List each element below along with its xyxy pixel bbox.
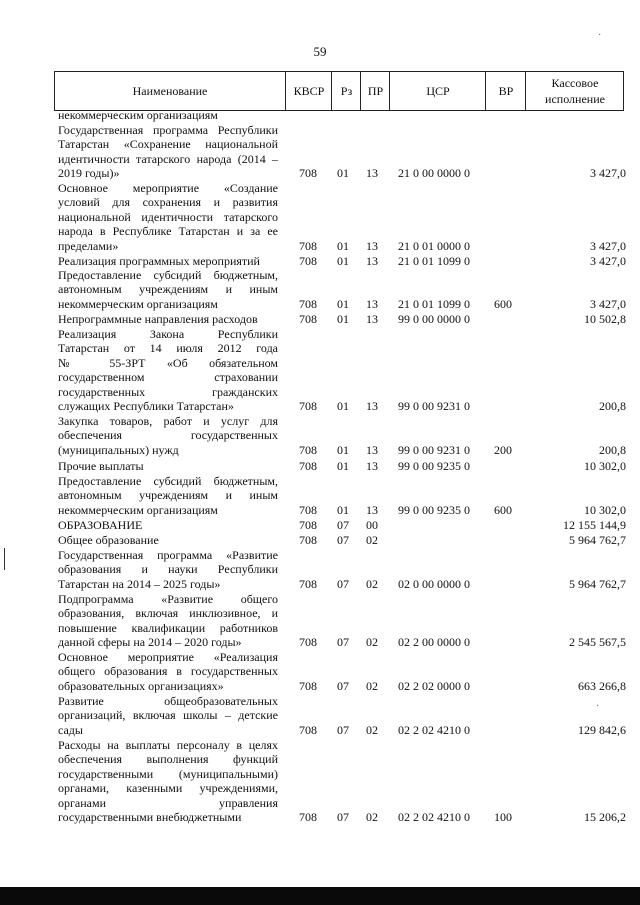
row-csr: 02 0 00 0000 0 — [398, 576, 470, 591]
row-pr: 02 — [366, 678, 378, 693]
row-name — [58, 327, 278, 413]
scan-speck: · — [596, 701, 600, 712]
row-name-line: автономным учреждениям и иным — [58, 282, 278, 297]
row-kvsr: 708 — [299, 678, 317, 693]
header-vr: ВР — [485, 72, 526, 110]
row-sum: 15 206,2 — [584, 809, 626, 824]
row-name-line: автономным учреждениям и иным — [58, 488, 278, 503]
table-row — [0, 474, 640, 517]
header-kvsr: КВСР — [285, 72, 332, 110]
row-name-line: Предоставление субсидий бюджетным, — [58, 474, 278, 488]
row-csr: 99 0 00 0000 0 — [398, 311, 470, 326]
row-vr: 100 — [494, 809, 512, 824]
page-number: 59 — [313, 44, 327, 59]
row-name-line: национальной идентичности татарского — [58, 209, 278, 224]
row-rz: 01 — [337, 502, 349, 517]
row-name-line: Подпрограмма «Развитие общего — [58, 592, 278, 606]
row-name-line: № 55-ЗРТ «Об обязательном — [58, 355, 278, 370]
row-name-line: образовательных организациях» — [58, 678, 224, 693]
row-rz: 01 — [337, 166, 349, 181]
table-row — [0, 592, 640, 650]
table-row — [0, 414, 640, 457]
row-sum: 129 842,6 — [578, 722, 626, 737]
row-rz: 07 — [337, 517, 349, 532]
table-row — [0, 123, 640, 181]
table-row — [0, 533, 640, 547]
row-sum: 3 427,0 — [590, 166, 626, 181]
row-pr: 13 — [366, 166, 378, 181]
row-kvsr: 708 — [299, 809, 317, 824]
scan-speck: · — [598, 30, 602, 41]
row-csr: 99 0 00 9231 0 — [398, 398, 470, 413]
row-csr: 99 0 00 9231 0 — [398, 442, 470, 457]
row-name — [58, 738, 278, 824]
row-name-line: Государственная программа «Развитие — [58, 548, 278, 562]
row-csr: 21 0 01 1099 0 — [398, 253, 470, 268]
table-row — [0, 548, 640, 591]
row-kvsr: 708 — [299, 311, 317, 326]
row-name — [58, 268, 278, 311]
row-name — [58, 414, 278, 457]
row-kvsr: 708 — [299, 722, 317, 737]
row-pr: 02 — [366, 576, 378, 591]
row-name-line: государственными внебюджетными — [58, 810, 242, 825]
row-pr: 13 — [366, 296, 378, 311]
row-name — [58, 474, 278, 517]
row-rz: 01 — [337, 311, 349, 326]
table-row — [0, 108, 640, 122]
table-row — [0, 312, 640, 326]
row-name-line: образования и науки Республики — [58, 562, 278, 577]
row-rz: 07 — [337, 635, 349, 650]
row-pr: 02 — [366, 809, 378, 824]
table-row — [0, 268, 640, 311]
row-name-line: Татарстан на 2014 – 2025 годы» — [58, 576, 221, 591]
row-pr: 13 — [366, 398, 378, 413]
row-name-line: некоммерческим организациям — [58, 108, 218, 122]
row-name — [58, 123, 278, 181]
row-sum: 5 964 762,7 — [569, 532, 626, 547]
row-name-line: Татарстан «Сохранение национальной — [58, 137, 278, 152]
row-sum: 200,8 — [599, 442, 626, 457]
header-sum-line-2: исполнение — [545, 92, 605, 106]
row-name — [58, 181, 278, 253]
row-rz: 01 — [337, 296, 349, 311]
row-csr: 21 0 01 0000 0 — [398, 238, 470, 253]
row-sum: 663 266,8 — [578, 678, 626, 693]
header-rz: Рз — [331, 72, 361, 110]
row-name-line: государственными (муниципальными) — [58, 766, 278, 781]
row-rz: 01 — [337, 238, 349, 253]
row-pr: 13 — [366, 238, 378, 253]
row-name-line: некоммерческим организациям — [58, 296, 218, 311]
row-sum: 12 155 144,9 — [563, 517, 626, 532]
row-name-line: образования, включая инклюзивное, и — [58, 606, 278, 621]
row-sum: 10 502,8 — [584, 311, 626, 326]
row-kvsr: 708 — [299, 398, 317, 413]
table-row — [0, 459, 640, 473]
row-csr: 99 0 00 9235 0 — [398, 458, 470, 473]
row-name — [58, 548, 278, 591]
row-name-line: пределами» — [58, 238, 119, 253]
row-rz: 01 — [337, 398, 349, 413]
row-name-line: Основное мероприятие «Создание — [58, 181, 278, 195]
row-rz: 07 — [337, 576, 349, 591]
row-pr: 13 — [366, 458, 378, 473]
row-name-line: общего образования в государственных — [58, 664, 278, 679]
header-sum — [525, 72, 624, 110]
row-rz: 01 — [337, 253, 349, 268]
row-kvsr: 708 — [299, 502, 317, 517]
row-kvsr: 708 — [299, 517, 317, 532]
row-sum: 200,8 — [599, 398, 626, 413]
row-pr: 02 — [366, 722, 378, 737]
row-name-line: государственных гражданских — [58, 384, 278, 399]
row-kvsr: 708 — [299, 238, 317, 253]
row-name-line: Предоставление субсидий бюджетным, — [58, 268, 278, 282]
row-name-line: данной сферы на 2014 – 2020 годы» — [58, 635, 242, 650]
header-name: Наименование — [132, 84, 208, 98]
header-csr: ЦСР — [389, 72, 486, 110]
row-kvsr: 708 — [299, 576, 317, 591]
row-pr: 02 — [366, 635, 378, 650]
row-kvsr: 708 — [299, 458, 317, 473]
row-sum: 10 302,0 — [584, 458, 626, 473]
table-row — [0, 254, 640, 268]
row-vr: 200 — [494, 442, 512, 457]
row-sum: 3 427,0 — [590, 253, 626, 268]
table-row — [0, 650, 640, 693]
row-kvsr: 708 — [299, 166, 317, 181]
table-row — [0, 181, 640, 253]
row-name-line: Общее образование — [58, 533, 159, 547]
row-csr: 02 2 02 4210 0 — [398, 722, 470, 737]
row-pr: 13 — [366, 311, 378, 326]
scan-bottom-edge — [0, 887, 640, 905]
row-kvsr: 708 — [299, 296, 317, 311]
row-name-line: организаций, включая школы – детские — [58, 708, 278, 723]
row-kvsr: 708 — [299, 442, 317, 457]
row-pr: 13 — [366, 502, 378, 517]
row-pr: 13 — [366, 253, 378, 268]
row-name-line: Реализация программных мероприятий — [58, 254, 260, 268]
row-name — [58, 533, 278, 547]
row-sum: 5 964 762,7 — [569, 576, 626, 591]
row-name-line: 2019 годы)» — [58, 166, 120, 181]
row-sum: 2 545 567,5 — [569, 635, 626, 650]
row-pr: 02 — [366, 532, 378, 547]
table-row — [0, 518, 640, 532]
row-name-line: сады — [58, 722, 83, 737]
row-name — [58, 518, 278, 532]
row-name-line: обеспечения выполнения функций — [58, 752, 278, 767]
row-name-line: Закупка товаров, работ и услуг для — [58, 414, 278, 428]
row-pr: 13 — [366, 442, 378, 457]
row-rz: 07 — [337, 532, 349, 547]
row-kvsr: 708 — [299, 253, 317, 268]
row-name-line: Прочие выплаты — [58, 459, 144, 473]
row-name-line: условий для сохранения и развития — [58, 195, 278, 210]
row-sum: 10 302,0 — [584, 502, 626, 517]
row-sum: 3 427,0 — [590, 238, 626, 253]
row-name — [58, 254, 278, 268]
row-name-line: органами управления — [58, 795, 278, 810]
row-name-line: Расходы на выплаты персоналу в целях — [58, 738, 278, 752]
row-name-line: Реализация Закона Республики — [58, 327, 278, 341]
row-name-line: идентичности татарского народа (2014 – — [58, 151, 278, 166]
row-rz: 01 — [337, 442, 349, 457]
row-kvsr: 708 — [299, 635, 317, 650]
row-name-line: (муниципальных) нужд — [58, 442, 179, 457]
row-name-line: государственном страховании — [58, 370, 278, 385]
row-pr: 00 — [366, 517, 378, 532]
row-name-line: некоммерческим организациям — [58, 502, 218, 517]
row-name-line: ОБРАЗОВАНИЕ — [58, 518, 143, 532]
row-name-line: повышение квалификации работников — [58, 620, 278, 635]
row-name — [58, 694, 278, 737]
row-kvsr: 708 — [299, 532, 317, 547]
header-sum-line-1: Кассовое — [551, 76, 599, 90]
scan-margin-mark — [4, 548, 5, 570]
row-rz: 01 — [337, 458, 349, 473]
row-csr: 02 2 00 0000 0 — [398, 635, 470, 650]
table-row — [0, 694, 640, 737]
row-name — [58, 459, 278, 473]
row-name-line: Развитие общеобразовательных — [58, 694, 278, 708]
row-sum: 3 427,0 — [590, 296, 626, 311]
row-name-line: Непрограммные направления расходов — [58, 312, 258, 326]
header-pr: ПР — [360, 72, 390, 110]
row-name — [58, 108, 278, 122]
row-rz: 07 — [337, 809, 349, 824]
row-name — [58, 592, 278, 650]
row-name-line: служащих Республики Татарстан» — [58, 399, 234, 414]
table-row — [0, 738, 640, 824]
table-row — [0, 327, 640, 413]
row-name-line: обеспечения государственных — [58, 428, 278, 443]
row-rz: 07 — [337, 722, 349, 737]
row-csr: 99 0 00 9235 0 — [398, 502, 470, 517]
row-name — [58, 650, 278, 693]
row-csr: 21 0 00 0000 0 — [398, 166, 470, 181]
table-header — [54, 71, 624, 111]
row-name-line: органами, казенными учреждениями, — [58, 781, 278, 796]
row-vr: 600 — [494, 296, 512, 311]
row-rz: 07 — [337, 678, 349, 693]
row-csr: 21 0 01 1099 0 — [398, 296, 470, 311]
row-csr: 02 2 02 0000 0 — [398, 678, 470, 693]
row-vr: 600 — [494, 502, 512, 517]
row-name-line: Государственная программа Республики — [58, 123, 278, 137]
row-name — [58, 312, 278, 326]
row-csr: 02 2 02 4210 0 — [398, 809, 470, 824]
row-name-line: Татарстан от 14 июля 2012 года — [58, 341, 278, 356]
row-name-line: Основное мероприятие «Реализация — [58, 650, 278, 664]
row-name-line: народа в Республике Татарстан и за ее — [58, 224, 278, 239]
